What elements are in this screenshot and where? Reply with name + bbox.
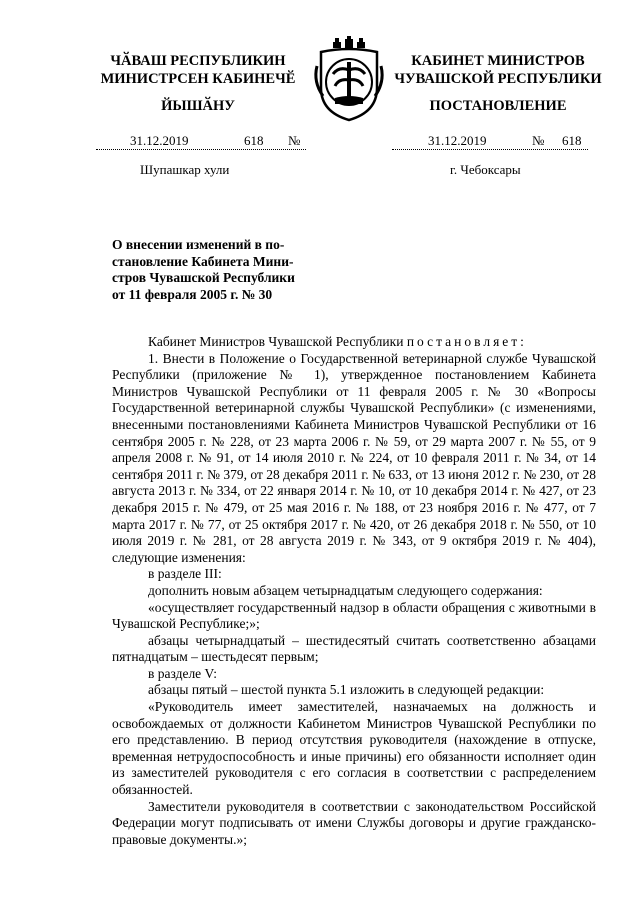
body-paragraph: 1. Внести в Положение о Государственной ветеринарной службе Чувашской Республики (приложение № 1), утвержденное постановлением Кабинета Министров Чувашской Республики от 11 февраля 2005 г. № 30 «Вопросы Государственной ветеринарной службы Чувашской Республики» (с изменениями, внесенными постановлениями Кабинета Министров Чувашской Республики от 16 сентября 2005 г. № 228, от 23 марта 2006 г. № 59, от 29 марта 2007 г. № 55, от 9 апреля 2008 г. № 91, от 14 июля 2010 г. № 224, от 10 февраля 2011 г. № 34, от 14 сентября 2011 г. № 379, от 28 декабря 2011 г. № 633, от 13 июня 2012 г. № 230, от 28 августа 2013 г. № 334, от 22 января 2014 г. № 10, от 10 декабря 2014 г. № 427, от 23 декабря 2015 г. № 479, от 25 мая 2016 г. № 188, от 23 ноября 2016 г. № 477, от 7 марта 2017 г. № 77, от 25 октября 2017 г. № 420, от 26 декабря 2018 г. № 550, от 10 июля 2019 г. № 281, от 28 августа 2019 г. № 343, от 9 октября 2019 г. № 404), следующие изменения:: [112, 350, 597, 565]
left-date: 31.12.2019: [130, 133, 189, 148]
header-right-org: [388, 52, 608, 88]
left-number: 618: [244, 133, 264, 148]
title-line: стров Чувашской Республики: [112, 270, 295, 285]
header-left-line2: МИНИСТРСЕН КАБИНЕЧӖ: [100, 71, 296, 87]
body-paragraph: «осуществляет государственный надзор в области обращения с животными в Чувашской Республике;»;: [112, 599, 596, 632]
header-left-org: [92, 52, 304, 88]
right-date-number-line: [392, 133, 588, 150]
intro-text: Кабинет Министров Чувашской Республики: [148, 334, 407, 349]
right-date: 31.12.2019: [428, 133, 487, 148]
header-left-doc-type: ЙЫШӐНУ: [161, 98, 235, 114]
document-title: [112, 237, 302, 303]
title-line: становление Кабинета Мини-: [112, 253, 294, 269]
right-number-sign: №: [532, 133, 545, 148]
city-left: Шупашкар хули: [140, 162, 230, 177]
document-body: [112, 334, 596, 848]
body-paragraph: «Руководитель имеет заместителей, назначаемых на должность и освобождаемых от должности Кабинетом Министров Чувашской Республики по его представлению. В период отсутствия руководителя (нахождение в отпуске, временная нетрудоспособность и иные причины) его обязанности исполняет один из заместителей руководителя с его согласия в соответствии с распределением обязанностей.: [112, 699, 596, 798]
body-paragraph: Заместители руководителя в соответствии с законодательством Российской Федерации могут подписывать от имени Службы договоры и другие гражданско-правовые документы.»;: [112, 798, 596, 847]
left-date-number-line: [96, 133, 306, 150]
body-paragraph: в разделе V:: [148, 665, 218, 681]
header-right-doc-type: ПОСТАНОВЛЕНИЕ: [429, 98, 567, 114]
intro-paragraph: [112, 334, 596, 351]
title-line: от 11 февраля 2005 г. № 30: [112, 286, 273, 302]
title-line: О внесении изменений в по-: [112, 237, 285, 252]
body-paragraph: абзацы пятый – шестой пункта 5.1 изложить в следующей редакции:: [148, 682, 545, 698]
body-paragraph: дополнить новым абзацем четырнадцатым следующего содержания:: [148, 582, 543, 598]
header-left-line1: ЧӐВАШ РЕСПУБЛИКИН: [110, 53, 286, 69]
body-paragraph: в разделе III:: [148, 566, 222, 582]
header-right-line2: ЧУВАШСКОЙ РЕСПУБЛИКИ: [394, 71, 602, 87]
chuvash-coat-of-arms-icon: [311, 36, 387, 122]
intro-spaced-word: постановляет:: [406, 334, 527, 349]
right-number: 618: [562, 133, 582, 148]
city-right: г. Чебоксары: [450, 162, 521, 177]
left-number-sign: №: [288, 133, 301, 148]
body-paragraph: абзацы четырнадцатый – шестидесятый считать соответственно абзацами пятнадцатым – шестьдесят первым;: [112, 632, 596, 665]
header-right-line1: КАБИНЕТ МИНИСТРОВ: [411, 53, 585, 69]
